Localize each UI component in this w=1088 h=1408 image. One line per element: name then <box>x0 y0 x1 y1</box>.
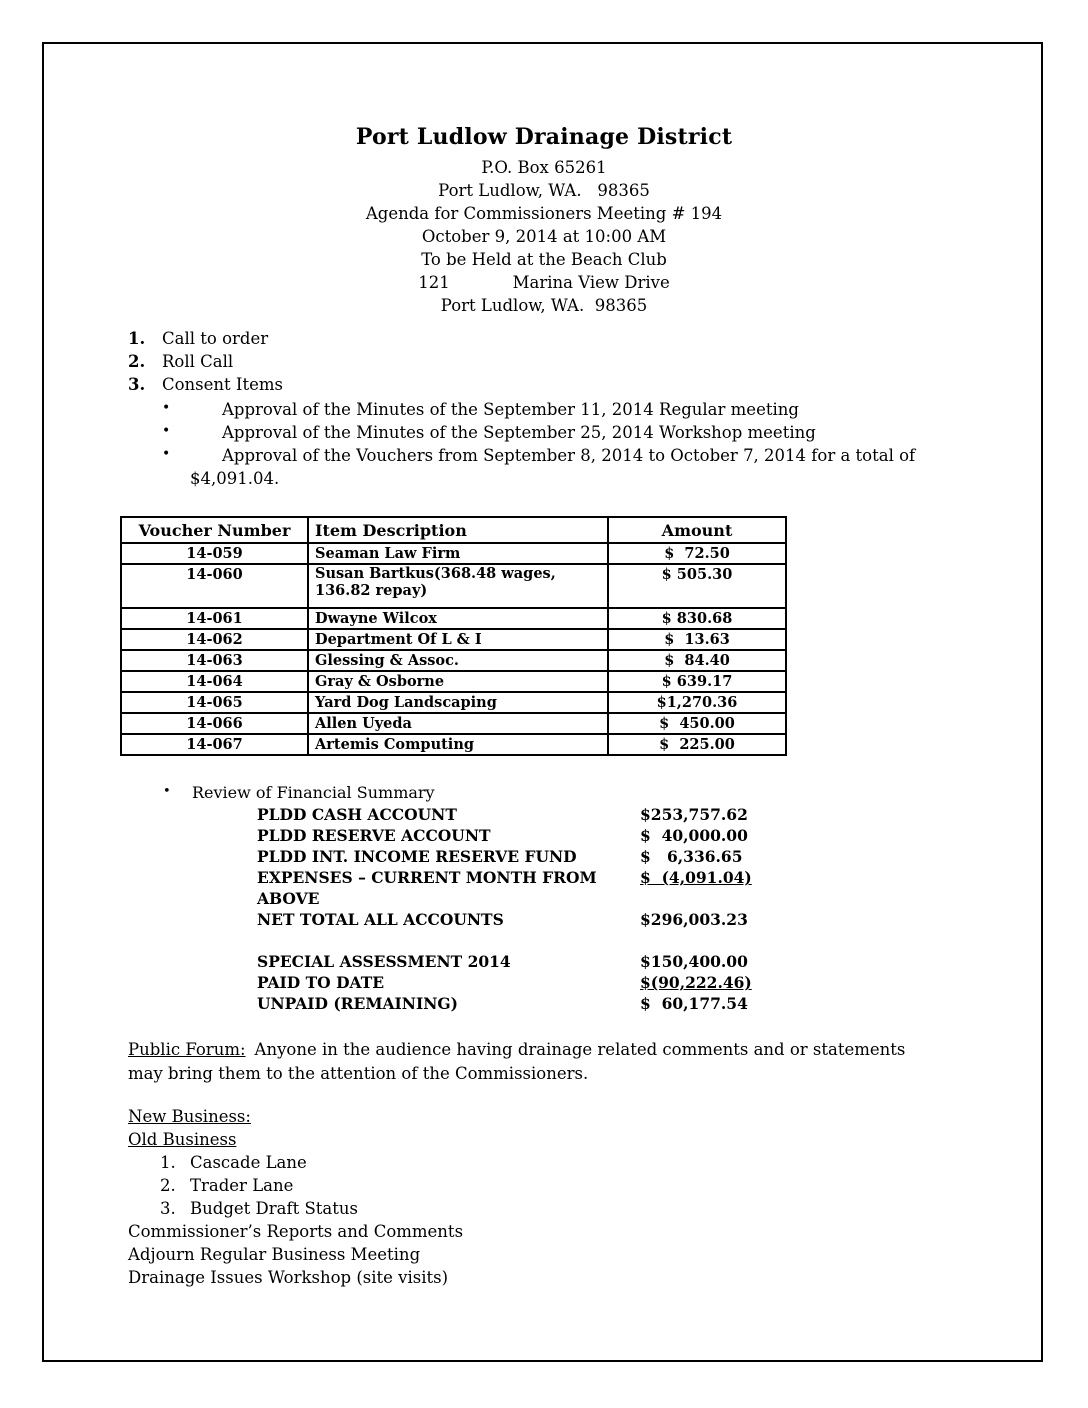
financial-summary <box>128 782 960 1014</box>
bullet-item <box>128 421 928 444</box>
bullet-item <box>128 398 928 421</box>
financial-amount: $150,400.00 <box>640 952 748 971</box>
item-description-cell: Glessing & Assoc. <box>308 650 608 671</box>
bullet-text: Approval of the Vouchers from September 8, 2014 to October 7, 2014 for a total of $4,091.04. <box>190 446 916 488</box>
new-business-heading: New Business: <box>128 1107 251 1126</box>
column-header-voucher-number: Voucher Number <box>121 517 308 543</box>
bullet-icon: • <box>162 446 171 462</box>
item-description-cell: Seaman Law Firm <box>308 543 608 564</box>
old-business-item-label: Trader Lane <box>190 1176 294 1195</box>
financial-row <box>128 909 960 930</box>
financial-label: EXPENSES – CURRENT MONTH FROM ABOVE <box>257 868 597 908</box>
agenda-item-label: Consent Items <box>162 375 283 394</box>
closing-line: Commissioner’s Reports and Comments <box>128 1222 464 1241</box>
table-row <box>121 734 786 755</box>
old-business-item <box>128 1197 960 1220</box>
financial-amount: $ (4,091.04) <box>640 868 752 887</box>
item-description-cell: Allen Uyeda <box>308 713 608 734</box>
financial-amount: $ 6,336.65 <box>640 847 743 866</box>
financial-label: NET TOTAL ALL ACCOUNTS <box>257 910 504 929</box>
agenda-item-number: 2. <box>128 352 146 371</box>
financial-summary-heading <box>128 782 960 803</box>
item-description-cell: Yard Dog Landscaping <box>308 692 608 713</box>
item-description-cell: Artemis Computing <box>308 734 608 755</box>
consent-bullet-list <box>128 398 928 490</box>
address-line: P.O. Box 65261 <box>481 158 607 177</box>
bullet-icon: • <box>162 423 171 439</box>
amount-cell: $ 505.30 <box>608 564 786 608</box>
business-sections <box>128 1105 960 1289</box>
document-title: Port Ludlow Drainage District <box>355 124 733 150</box>
agenda-item <box>128 327 960 350</box>
address-line: To be Held at the Beach Club <box>421 250 667 269</box>
old-business-item <box>128 1151 960 1174</box>
address-line: Port Ludlow, WA. 98365 <box>440 296 648 315</box>
financial-row <box>128 951 960 972</box>
closing-line: Adjourn Regular Business Meeting <box>128 1245 421 1264</box>
table-row <box>121 564 786 608</box>
financial-row <box>128 804 960 825</box>
amount-cell: $ 830.68 <box>608 608 786 629</box>
table-header-row <box>121 517 786 543</box>
voucher-number-cell: 14-067 <box>121 734 308 755</box>
public-forum-paragraph <box>128 1038 916 1085</box>
table-row <box>121 692 786 713</box>
voucher-number-cell: 14-066 <box>121 713 308 734</box>
voucher-number-cell: 14-059 <box>121 543 308 564</box>
bullet-text: Approval of the Minutes of the September 11, 2014 Regular meeting <box>222 400 799 419</box>
address-line: Agenda for Commissioners Meeting # 194 <box>365 204 723 223</box>
voucher-number-cell: 14-065 <box>121 692 308 713</box>
financial-label: UNPAID (REMAINING) <box>257 994 458 1013</box>
financial-amount: $296,003.23 <box>640 910 748 929</box>
voucher-table <box>120 516 787 756</box>
bullet-icon: • <box>163 784 171 799</box>
document-content <box>128 42 960 1289</box>
old-business-item-number: 1. <box>160 1153 176 1172</box>
amount-cell: $ 84.40 <box>608 650 786 671</box>
agenda-item <box>128 350 960 373</box>
public-forum-text: Anyone in the audience having drainage related comments and or statements may bring them to the attention of the Commissioners. <box>128 1040 906 1083</box>
bullet-icon: • <box>162 400 171 416</box>
address-line: 121 Marina View Drive <box>418 273 670 292</box>
table-row <box>121 713 786 734</box>
address-line: Port Ludlow, WA. 98365 <box>438 181 650 200</box>
voucher-number-cell: 14-060 <box>121 564 308 608</box>
agenda-item <box>128 373 960 396</box>
financial-label: PLDD RESERVE ACCOUNT <box>257 826 491 845</box>
table-row <box>121 671 786 692</box>
table-row <box>121 629 786 650</box>
amount-cell: $ 225.00 <box>608 734 786 755</box>
amount-cell: $1,270.36 <box>608 692 786 713</box>
agenda-item-number: 3. <box>128 375 146 394</box>
amount-cell: $ 450.00 <box>608 713 786 734</box>
amount-cell: $ 639.17 <box>608 671 786 692</box>
table-row <box>121 650 786 671</box>
table-row <box>121 608 786 629</box>
financial-row <box>128 846 960 867</box>
financial-row <box>128 972 960 993</box>
financial-amount: $(90,222.46) <box>640 973 752 992</box>
old-business-heading: Old Business <box>128 1130 237 1149</box>
voucher-number-cell: 14-063 <box>121 650 308 671</box>
column-header-amount: Amount <box>608 517 786 543</box>
amount-cell: $ 72.50 <box>608 543 786 564</box>
old-business-item-number: 2. <box>160 1176 176 1195</box>
bullet-text: Approval of the Minutes of the September 25, 2014 Workshop meeting <box>222 423 816 442</box>
old-business-item-label: Cascade Lane <box>190 1153 307 1172</box>
spacer <box>128 930 960 951</box>
voucher-number-cell: 14-062 <box>121 629 308 650</box>
address-line: October 9, 2014 at 10:00 AM <box>421 227 667 246</box>
column-header-item-description: Item Description <box>308 517 608 543</box>
financial-label: PAID TO DATE <box>257 973 385 992</box>
agenda-item-label: Call to order <box>162 329 269 348</box>
agenda-list <box>128 327 960 396</box>
amount-cell: $ 13.63 <box>608 629 786 650</box>
financial-label: PLDD INT. INCOME RESERVE FUND <box>257 847 577 866</box>
agenda-item-label: Roll Call <box>162 352 234 371</box>
item-description-cell: Dwayne Wilcox <box>308 608 608 629</box>
table-row <box>121 543 786 564</box>
financial-label: PLDD CASH ACCOUNT <box>257 805 457 824</box>
agenda-item-number: 1. <box>128 329 146 348</box>
closing-line: Drainage Issues Workshop (site visits) <box>128 1268 449 1287</box>
public-forum-heading: Public Forum: <box>128 1040 246 1059</box>
old-business-item <box>128 1174 960 1197</box>
voucher-number-cell: 14-061 <box>121 608 308 629</box>
voucher-number-cell: 14-064 <box>121 671 308 692</box>
document-header <box>128 124 960 317</box>
financial-row <box>128 825 960 846</box>
financial-amount: $253,757.62 <box>640 805 748 824</box>
financial-amount: $ 60,177.54 <box>640 994 748 1013</box>
financial-amount: $ 40,000.00 <box>640 826 748 845</box>
item-description-cell: Susan Bartkus(368.48 wages, 136.82 repay) <box>308 564 608 608</box>
item-description-cell: Gray & Osborne <box>308 671 608 692</box>
financial-summary-label: Review of Financial Summary <box>192 783 435 802</box>
financial-row <box>128 867 960 909</box>
bullet-item <box>128 444 928 490</box>
financial-row <box>128 993 960 1014</box>
item-description-cell: Department Of L & I <box>308 629 608 650</box>
financial-label: SPECIAL ASSESSMENT 2014 <box>257 952 511 971</box>
old-business-item-label: Budget Draft Status <box>190 1199 358 1218</box>
old-business-item-number: 3. <box>160 1199 176 1218</box>
